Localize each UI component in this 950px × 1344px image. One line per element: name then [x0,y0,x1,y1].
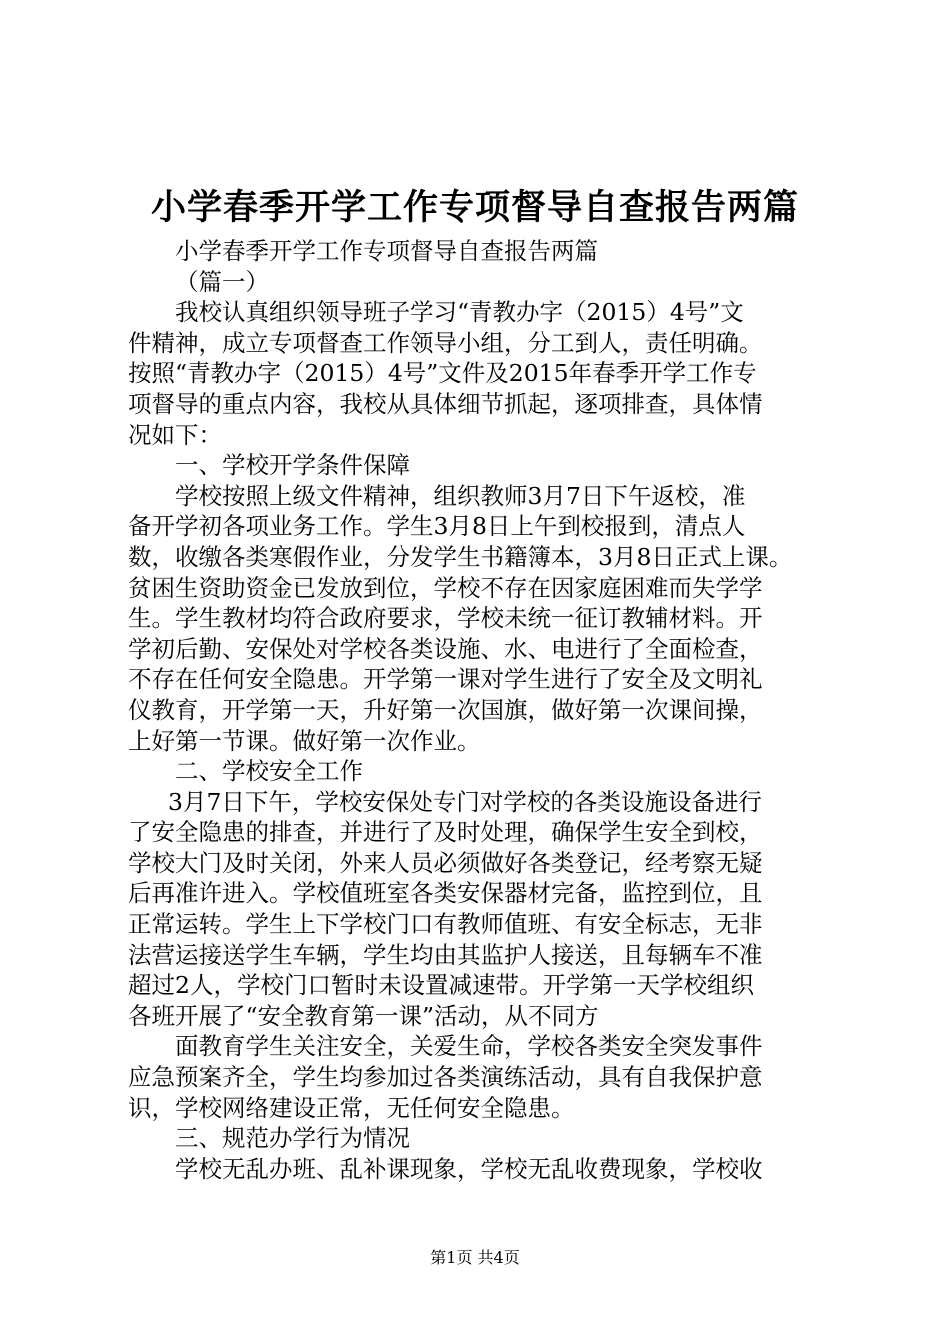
text-line: 正常运转。学生上下学校门口有教师值班、有安全标志，无非 [128,910,763,939]
text-line: 备开学初各项业务工作。学生3月8日上午到校报到，清点人 [128,512,746,541]
text-line: 生。学生教材均符合政府要求，学校未统一征订教辅材料。开 [128,604,763,633]
text-line: 学初后勤、安保处对学校各类设施、水、电进行了全面检查， [128,634,763,663]
text-line: 面教育学生关注安全，关爱生命，学校各类安全突发事件 [175,1032,763,1061]
page-footer: 第1页 共4页 [430,1248,520,1267]
text-line: 3月7日下午，学校安保处专门对学校的各类设施设备进行 [168,787,762,816]
document-title: 小学春季开学工作专项督导自查报告两篇 [150,187,799,228]
text-line: 数，收缴各类寒假作业，分发学生书籍簿本，3月8日正式上课。 [128,542,793,571]
text-line: 超过2人，学校门口暂时未设置减速带。开学第一天学校组织 [128,971,754,1000]
text-line: 三、规范办学行为情况 [175,1124,410,1153]
text-line: 仪教育，开学第一天，升好第一次国旗，做好第一次课间操， [128,695,763,724]
text-line: 了安全隐患的排查，并进行了及时处理，确保学生安全到校， [128,818,763,847]
text-line: 法营运接送学生车辆，学生均由其监护人接送，且每辆车不准 [128,940,763,969]
text-line: 后再准许进入。学校值班室各类安保器材完备，监控到位，且 [128,879,763,908]
text-line: 应急预案齐全，学生均参加过各类演练活动，具有自我保护意 [128,1063,763,1092]
text-line: 不存在任何安全隐患。开学第一课对学生进行了安全及文明礼 [128,665,763,694]
text-line: 识，学校网络建设正常，无任何安全隐患。 [128,1093,575,1122]
text-line: 项督导的重点内容，我校从具体细节抓起，逐项排查，具体情 [128,389,763,418]
text-line: 学校按照上级文件精神，组织教师3月7日下午返校，准 [175,481,746,510]
text-line: 一、学校开学条件保障 [175,451,410,480]
text-line: （篇一） [175,267,269,296]
text-line: 贫困生资助资金已发放到位，学校不存在因家庭困难而失学学 [128,573,763,602]
text-line: 学校无乱办班、乱补课现象，学校无乱收费现象，学校收 [175,1154,763,1183]
text-line: 我校认真组织领导班子学习“青教办字（2015）4号”文 [175,298,744,327]
text-line: 按照“青教办字（2015）4号”文件及2015年春季开学工作专 [128,359,757,388]
text-line: 小学春季开学工作专项督导自查报告两篇 [175,237,598,265]
text-line: 上好第一节课。做好第一次作业。 [128,726,481,755]
text-line: 学校大门及时关闭，外来人员必须做好各类登记，经考察无疑 [128,848,763,877]
text-line: 二、学校安全工作 [175,757,363,786]
document-body [128,236,838,1184]
text-line: 各班开展了“安全教育第一课”活动，从不同方 [128,1001,599,1030]
text-line: 件精神，成立专项督查工作领导小组，分工到人，责任明确。 [128,328,763,357]
text-line: 况如下： [128,420,222,449]
